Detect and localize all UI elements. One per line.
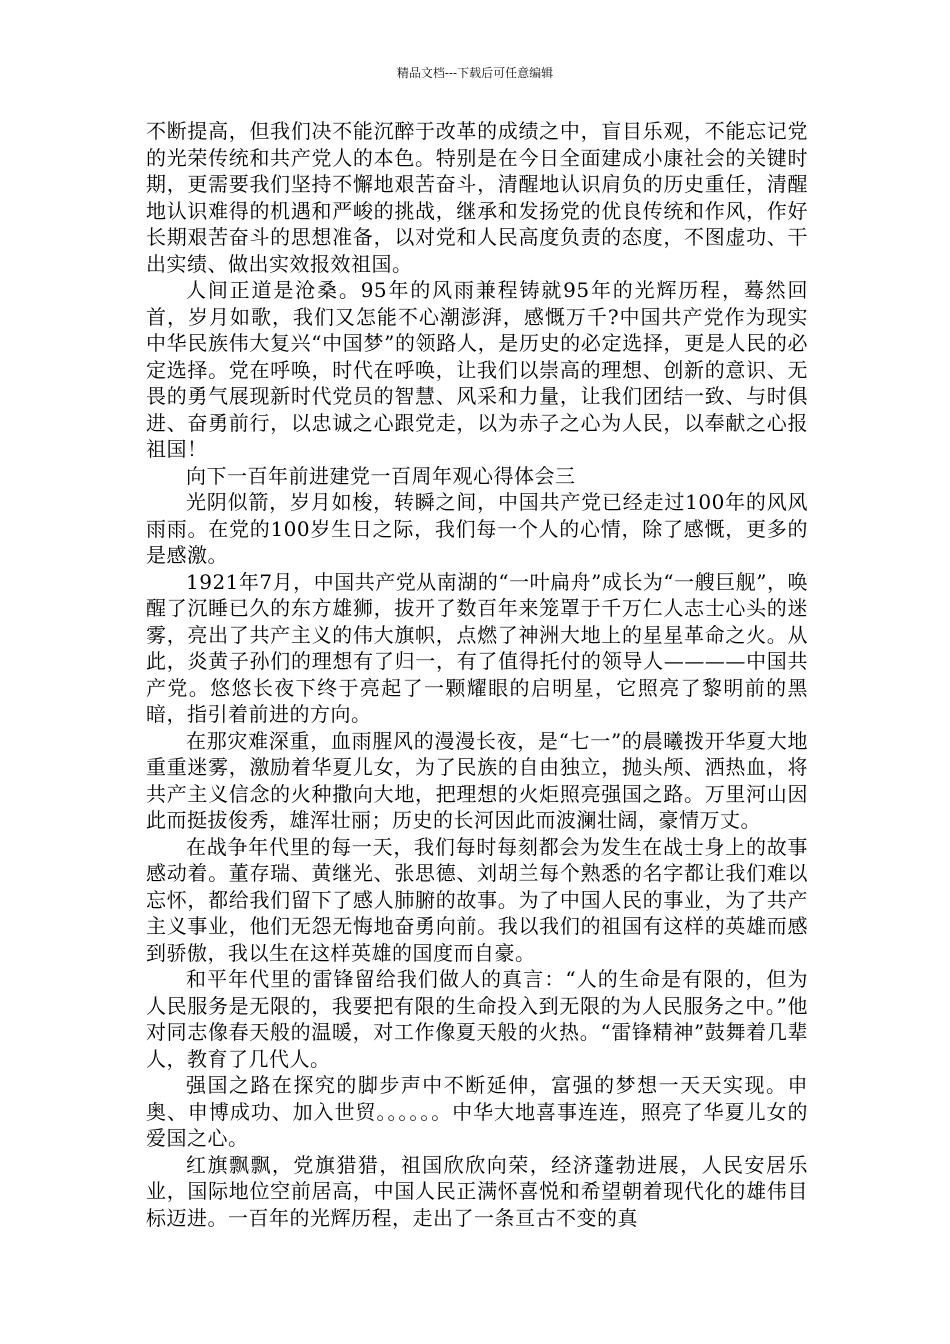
paragraph: 1921年7月，中国共产党从南湖的“一叶扁舟”成长为“一艘巨舰”，唤醒了沉睡已久的东方雄狮，拔开了数百年来笼罩于千万仁人志士心头的迷雾，亮出了共产主义的伟大旗帜，点燃了神洲大地上的星星革命之火。从此，炎黄子孙们的理想有了归一，有了值得托付的领导人————中国共产党。悠悠长夜下终于亮起了一颗耀眼的启明星，它照亮了黎明前的黑暗，指引着前进的方向。 bbox=[146, 569, 808, 726]
paragraph: 在战争年代里的每一天，我们每时每刻都会为发生在战士身上的故事感动着。董存瑞、黄继光、张思德、刘胡兰每个熟悉的名字都让我们难以忘怀，都给我们留下了感人肺腑的故事。为了中国人民的事业，为了共产主义事业，他们无怨无悔地奋勇向前。我以我们的祖国有这样的英雄而感到骄傲，我以生在这样英雄的国度而自豪。 bbox=[146, 834, 808, 965]
document-body bbox=[146, 118, 808, 1231]
paragraph: 红旗飘飘，党旗猎猎，祖国欣欣向荣，经济蓬勃进展，人民安居乐业，国际地位空前居高，中国人民正满怀喜悦和希望朝着现代化的雄伟目标迈进。一百年的光辉历程，走出了一条亘古不变的真 bbox=[146, 1152, 808, 1230]
section-title: 向下一百年前进建党一百周年观心得体会三 bbox=[186, 463, 576, 488]
paragraph: 人间正道是沧桑。95年的风雨兼程铸就95年的光辉历程，蓦然回首，岁月如歌，我们又怎能不心潮澎湃，感慨万千?中国共产党作为现实中华民族伟大复兴“中国梦”的领路人，是历史的必定选择，更是人民的必定选择。党在呼唤，时代在呼唤，让我们以崇高的理想、创新的意识、无畏的勇气展现新时代党员的智慧、风采和力量，让我们团结一致、与时俱进、奋勇前行，以忠诚之心跟党走，以为赤子之心为人民，以奉献之心报祖国！ bbox=[146, 278, 808, 461]
paragraph: 不断提高，但我们决不能沉醉于改革的成绩之中，盲目乐观，不能忘记党的光荣传统和共产党人的本色。特别是在今日全面建成小康社会的关键时期，更需要我们坚持不懈地艰苦奋斗，清醒地认识肩负的历史重任，清醒地认识难得的机遇和严峻的挑战，继承和发扬党的优良传统和作风，作好长期艰苦奋斗的思想准备，以对党和人民高度负责的态度，不图虚功、干出实绩、做出实效报效祖国。 bbox=[146, 119, 808, 276]
paragraph: 光阴似箭，岁月如梭，转瞬之间，中国共产党已经走过100年的风风雨雨。在党的100岁生日之际，我们每一个人的心情，除了感慨，更多的是感激。 bbox=[146, 490, 808, 567]
paragraph: 和平年代里的雷锋留给我们做人的真言：“人的生命是有限的，但为人民服务是无限的，我要把有限的生命投入到无限的为人民服务之中。”他对同志像春天般的温暖，对工作像夏天般的火热。“雷锋精神”鼓舞着几辈人，教育了几代人。 bbox=[146, 967, 808, 1071]
paragraph: 强国之路在探究的脚步声中不断延伸，富强的梦想一天天实现。申奥、申博成功、加入世贸。。。。。。中华大地喜事连连，照亮了华夏儿女的爱国之心。 bbox=[146, 1073, 808, 1150]
page-header: 精品文档---下载后可任意编辑 bbox=[396, 66, 554, 80]
paragraph: 在那灾难深重，血雨腥风的漫漫长夜，是“七一”的晨曦拨开华夏大地重重迷雾，激励着华夏儿女，为了民族的自由独立，抛头颅、洒热血，将共产主义信念的火种撒向大地，把理想的火炬照亮强国之路。万里河山因此而挺拔俊秀，雄浑壮丽；历史的长河因此而波澜壮阔，豪情万丈。 bbox=[146, 728, 808, 832]
